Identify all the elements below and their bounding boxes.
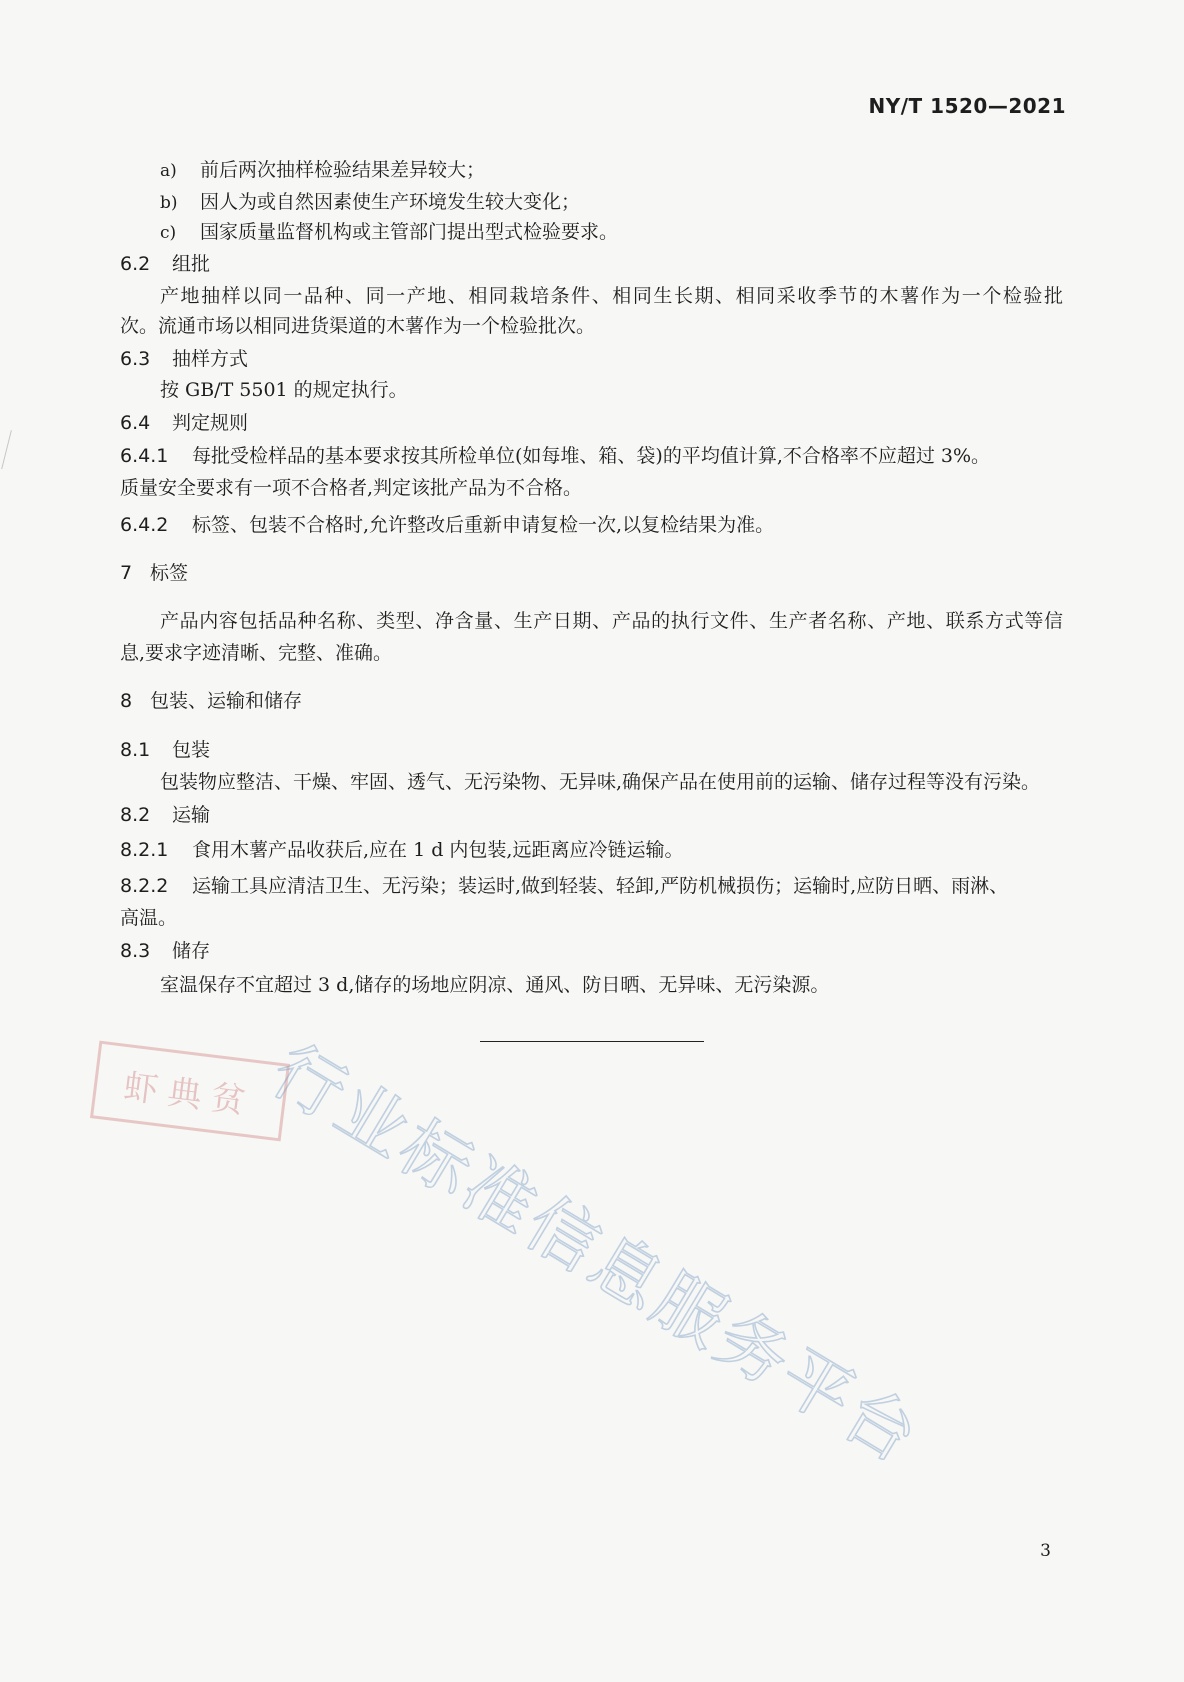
clause-number: 8.2.2 xyxy=(120,875,169,897)
clause-number: 6.4.2 xyxy=(120,514,169,536)
list-marker: b) xyxy=(160,193,178,213)
paragraph-line: 次。流通市场以相同进货渠道的木薯作为一个检验批次。 xyxy=(120,315,596,337)
section-heading-8-3 xyxy=(120,938,210,964)
section-number: 8.2 xyxy=(120,804,151,826)
section-title: 包装、运输和储存 xyxy=(150,690,303,712)
paragraph-line: 包装物应整洁、干燥、牢固、透气、无污染物、无异味,确保产品在使用前的运输、储存过程等没有污染。 xyxy=(160,771,1041,793)
paragraph-line: 按 GB/T 5501 的规定执行。 xyxy=(160,379,408,401)
section-title: 判定规则 xyxy=(172,412,249,434)
paragraph-line: 室温保存不宜超过 3 d,储存的场地应阴凉、通风、防日晒、无异味、无污染源。 xyxy=(160,974,830,996)
section-heading-7 xyxy=(120,560,188,586)
clause-text: 运输工具应清洁卫生、无污染；装运时,做到轻装、轻卸,严防机械损伤；运输时,应防日晒、雨淋、 xyxy=(192,875,1009,897)
section-number: 6.3 xyxy=(120,348,151,370)
list-marker: a) xyxy=(160,161,177,181)
section-heading-8-2 xyxy=(120,802,210,828)
section-title: 包装 xyxy=(172,739,211,761)
paragraph-line: 高温。 xyxy=(120,907,178,929)
red-stamp: 虾典贫 xyxy=(90,1041,290,1142)
clause-text: 食用木薯产品收获后,应在 1 d 内包装,远距离应冷链运输。 xyxy=(192,839,684,861)
section-heading-8-1 xyxy=(120,737,210,763)
section-number: 8.1 xyxy=(120,739,151,761)
list-item xyxy=(160,189,580,216)
clause-6-4-2 xyxy=(120,512,774,538)
clause-8-2-2 xyxy=(120,873,1063,899)
section-number: 6.4 xyxy=(120,412,151,434)
clause-8-2-1 xyxy=(120,837,683,863)
list-item xyxy=(160,157,485,184)
standard-code: NY/T 1520—2021 xyxy=(868,94,1066,118)
section-number: 8 xyxy=(120,690,133,712)
scan-edge-mark xyxy=(1,430,15,470)
list-text: 国家质量监督机构或主管部门提出型式检验要求。 xyxy=(200,221,619,243)
section-title: 抽样方式 xyxy=(172,348,249,370)
clause-text: 每批受检样品的基本要求按其所检单位(如每堆、箱、袋)的平均值计算,不合格率不应超过 3%。 xyxy=(192,445,991,467)
clause-number: 6.4.1 xyxy=(120,445,169,467)
end-of-standard-rule xyxy=(480,1041,704,1042)
section-heading-8 xyxy=(120,688,302,714)
list-item xyxy=(160,219,618,246)
paragraph-line: 产品内容包括品种名称、类型、净含量、生产日期、产品的执行文件、生产者名称、产地、联系方式等信 xyxy=(160,610,1063,632)
section-heading-6-4 xyxy=(120,410,248,436)
clause-number: 8.2.1 xyxy=(120,839,169,861)
section-title: 组批 xyxy=(172,253,211,275)
page-number: 3 xyxy=(1040,1541,1051,1561)
list-marker: c) xyxy=(160,223,177,243)
paragraph-line: 质量安全要求有一项不合格者,判定该批产品为不合格。 xyxy=(120,477,583,499)
clause-6-4-1 xyxy=(120,443,990,469)
section-number: 7 xyxy=(120,562,133,584)
section-number: 8.3 xyxy=(120,940,151,962)
list-text: 前后两次抽样检验结果差异较大； xyxy=(200,159,486,181)
section-title: 运输 xyxy=(172,804,211,826)
section-number: 6.2 xyxy=(120,253,151,275)
list-text: 因人为或自然因素使生产环境发生较大变化； xyxy=(200,191,581,213)
section-title: 储存 xyxy=(172,940,211,962)
paragraph-line: 息,要求字迹清晰、完整、准确。 xyxy=(120,642,393,664)
section-title: 标签 xyxy=(150,562,189,584)
section-heading-6-2 xyxy=(120,251,210,277)
paragraph-line: 产地抽样以同一品种、同一产地、相同栽培条件、相同生长期、相同采收季节的木薯作为一个检验批 xyxy=(160,285,1063,307)
watermark: 行业标准信息服务平台 xyxy=(258,1028,935,1481)
section-heading-6-3 xyxy=(120,346,248,372)
clause-text: 标签、包装不合格时,允许整改后重新申请复检一次,以复检结果为准。 xyxy=(192,514,775,536)
